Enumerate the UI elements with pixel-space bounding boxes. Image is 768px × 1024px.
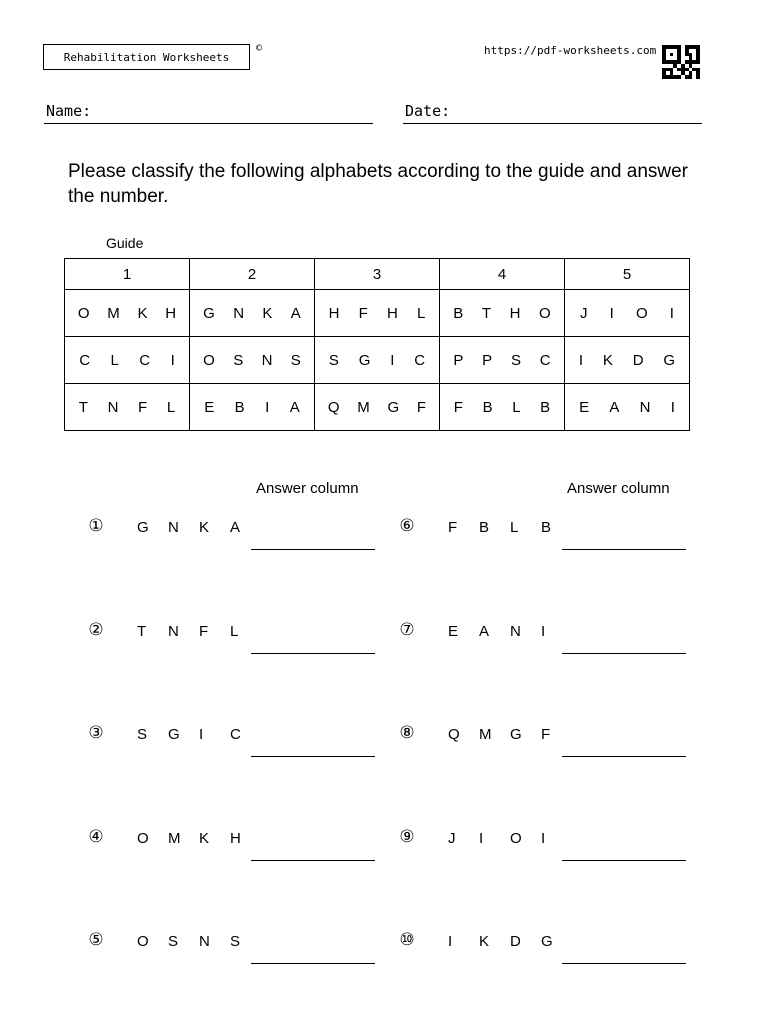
question-number: ⑧ xyxy=(399,723,415,743)
question-letter: G xyxy=(541,933,553,950)
question-letter: O xyxy=(510,829,522,847)
guide-letter: G xyxy=(358,351,371,369)
question-letter: C xyxy=(230,726,241,743)
question-letter: N xyxy=(168,519,179,536)
question-number: ② xyxy=(88,619,104,640)
question-letters xyxy=(448,623,572,640)
question-letter: A xyxy=(230,519,241,536)
answer-field[interactable] xyxy=(251,860,375,861)
answer-field[interactable] xyxy=(251,653,375,654)
guide-cell xyxy=(190,337,315,384)
answer-field[interactable] xyxy=(562,963,686,964)
guide-letter: I xyxy=(170,351,175,369)
question-letter: O xyxy=(137,933,149,950)
guide-cell xyxy=(440,290,565,337)
guide-cell xyxy=(565,337,690,384)
guide-letter: D xyxy=(632,351,644,369)
guide-cell xyxy=(565,290,690,337)
guide-cell xyxy=(440,384,565,431)
guide-letter: S xyxy=(233,351,244,369)
question-letter: N xyxy=(510,622,521,640)
guide-letter: H xyxy=(165,304,177,322)
guide-column-header: 5 xyxy=(565,259,690,290)
copyright-mark: © xyxy=(256,43,263,54)
answer-field[interactable] xyxy=(251,756,375,757)
guide-letter: C xyxy=(79,351,91,369)
guide-letter: S xyxy=(510,351,521,369)
guide-letter: C xyxy=(139,351,151,369)
guide-letter: B xyxy=(453,304,464,322)
question-letter: B xyxy=(479,519,490,536)
guide-letter: B xyxy=(482,398,493,416)
question-number: ① xyxy=(88,516,104,536)
question-letter: Q xyxy=(448,726,460,743)
question-letter: A xyxy=(479,622,490,640)
question-letter: M xyxy=(479,726,492,743)
question-letter: H xyxy=(230,829,241,847)
guide-letter: A xyxy=(290,304,301,322)
question-letter: B xyxy=(541,519,552,536)
guide-letter: B xyxy=(540,398,551,416)
guide-cell xyxy=(65,384,190,431)
guide-column-header: 1 xyxy=(65,259,190,290)
question-number: ⑤ xyxy=(88,930,104,950)
guide-letter: O xyxy=(77,304,90,322)
question-letter: G xyxy=(137,519,149,536)
guide-letter: L xyxy=(110,351,119,369)
guide-letter: I xyxy=(390,351,395,369)
guide-cell xyxy=(190,290,315,337)
guide-letter: J xyxy=(580,304,588,322)
question-letter: S xyxy=(137,726,148,743)
guide-letter: E xyxy=(204,398,215,416)
guide-letter: O xyxy=(539,304,551,322)
question-number: ⑨ xyxy=(399,826,415,847)
guide-letter: G xyxy=(387,398,400,416)
guide-column-header: 3 xyxy=(315,259,440,290)
question-letters xyxy=(137,830,261,847)
question-letter: I xyxy=(541,829,546,847)
guide-table-body xyxy=(65,290,690,431)
guide-cell xyxy=(315,290,440,337)
guide-cell xyxy=(440,337,565,384)
guide-letter: K xyxy=(262,304,273,322)
question-letter: T xyxy=(137,622,147,640)
answer-field[interactable] xyxy=(251,963,375,964)
question-letter: G xyxy=(168,726,180,743)
answer-column-header-left: Answer column xyxy=(256,480,359,497)
guide-cell xyxy=(315,384,440,431)
question-letters xyxy=(137,726,261,743)
question-letter: S xyxy=(230,933,241,950)
question-letter: I xyxy=(541,622,546,640)
guide-column-header: 2 xyxy=(190,259,315,290)
question-letter: K xyxy=(199,829,210,847)
guide-letter: B xyxy=(234,398,245,416)
brand-label: Rehabilitation Worksheets xyxy=(63,50,230,64)
guide-letter: I xyxy=(578,351,584,369)
guide-table xyxy=(64,258,690,431)
guide-cell xyxy=(315,337,440,384)
question-letter: I xyxy=(199,726,204,743)
guide-letter: N xyxy=(639,398,651,416)
guide-letter: F xyxy=(416,398,427,416)
question-letter: F xyxy=(448,519,458,536)
guide-cell xyxy=(65,290,190,337)
question-number: ④ xyxy=(88,826,104,847)
name-label: Name: xyxy=(46,102,92,120)
question-letter: G xyxy=(510,726,522,743)
guide-letter: N xyxy=(233,304,245,322)
question-number: ⑩ xyxy=(399,930,415,950)
guide-letter: N xyxy=(107,398,119,416)
question-letters xyxy=(448,519,572,536)
question-letters xyxy=(137,933,261,950)
brand-box xyxy=(43,44,250,70)
guide-letter: P xyxy=(453,351,464,369)
answer-field[interactable] xyxy=(562,549,686,550)
guide-letter: A xyxy=(289,398,300,416)
guide-letter: H xyxy=(509,304,521,322)
guide-letter: E xyxy=(579,398,590,416)
guide-letter: Q xyxy=(327,398,340,416)
guide-row xyxy=(65,384,690,431)
site-url[interactable]: https://pdf-worksheets.com xyxy=(484,44,657,57)
guide-letter: P xyxy=(482,351,493,369)
guide-letter: S xyxy=(290,351,301,369)
guide-letter: T xyxy=(78,398,88,416)
guide-letter: O xyxy=(635,304,648,322)
guide-cell xyxy=(565,384,690,431)
question-letter: L xyxy=(510,519,519,536)
question-letter: J xyxy=(448,829,456,847)
guide-column-header: 4 xyxy=(440,259,565,290)
question-letter: K xyxy=(199,519,210,536)
guide-letter: H xyxy=(328,304,340,322)
answer-field[interactable] xyxy=(251,549,375,550)
guide-letter: T xyxy=(481,304,492,322)
question-letter: F xyxy=(199,622,209,640)
question-letters xyxy=(448,726,572,743)
guide-label: Guide xyxy=(106,235,144,251)
instruction-text: Please classify the following alphabets according to the guide and answer the number. xyxy=(68,161,688,207)
guide-letter: I xyxy=(265,398,270,416)
guide-letter: H xyxy=(386,304,398,322)
question-number: ⑥ xyxy=(399,516,415,536)
guide-letter: F xyxy=(138,398,148,416)
question-letter: N xyxy=(168,622,179,640)
question-letters xyxy=(137,519,261,536)
answer-column-header-right: Answer column xyxy=(567,480,670,497)
guide-cell xyxy=(65,337,190,384)
guide-letter: F xyxy=(358,304,368,322)
guide-letter: O xyxy=(203,351,215,369)
guide-letter: L xyxy=(417,304,426,322)
guide-letter: M xyxy=(357,398,370,416)
question-number: ③ xyxy=(88,723,104,743)
name-field[interactable] xyxy=(44,123,373,124)
question-number: ⑦ xyxy=(399,619,415,640)
question-letter: L xyxy=(230,622,239,640)
guide-letter: G xyxy=(663,351,676,369)
guide-letter: I xyxy=(670,398,675,416)
guide-letter: N xyxy=(261,351,273,369)
date-label: Date: xyxy=(405,102,451,120)
date-field[interactable] xyxy=(403,123,702,124)
guide-letter: L xyxy=(166,398,176,416)
question-letter: O xyxy=(137,829,149,847)
question-letter: K xyxy=(479,933,490,950)
guide-row xyxy=(65,290,690,337)
guide-letter: M xyxy=(107,304,120,322)
guide-letter: I xyxy=(669,304,674,322)
answer-field[interactable] xyxy=(562,860,686,861)
guide-letter: A xyxy=(609,398,620,416)
guide-letter: L xyxy=(512,398,521,416)
answer-field[interactable] xyxy=(562,653,686,654)
guide-row xyxy=(65,337,690,384)
question-letters xyxy=(448,830,572,847)
question-letter: I xyxy=(479,829,484,847)
guide-letter: C xyxy=(539,351,551,369)
question-letter: I xyxy=(448,933,453,950)
qr-code-icon xyxy=(662,45,700,79)
guide-letter: F xyxy=(453,398,463,416)
guide-cell xyxy=(190,384,315,431)
question-letter: D xyxy=(510,933,521,950)
guide-letter: K xyxy=(602,351,613,369)
question-letter: S xyxy=(168,933,179,950)
question-letter: E xyxy=(448,622,459,640)
question-letters xyxy=(137,623,261,640)
answer-field[interactable] xyxy=(562,756,686,757)
question-letters xyxy=(448,933,572,950)
guide-letter: C xyxy=(414,351,426,369)
question-letter: F xyxy=(541,726,551,743)
guide-letter: G xyxy=(203,304,215,322)
question-letter: M xyxy=(168,829,181,847)
guide-letter: K xyxy=(137,304,148,322)
question-letter: N xyxy=(199,933,210,950)
guide-letter: S xyxy=(328,351,339,369)
guide-letter: I xyxy=(609,304,614,322)
